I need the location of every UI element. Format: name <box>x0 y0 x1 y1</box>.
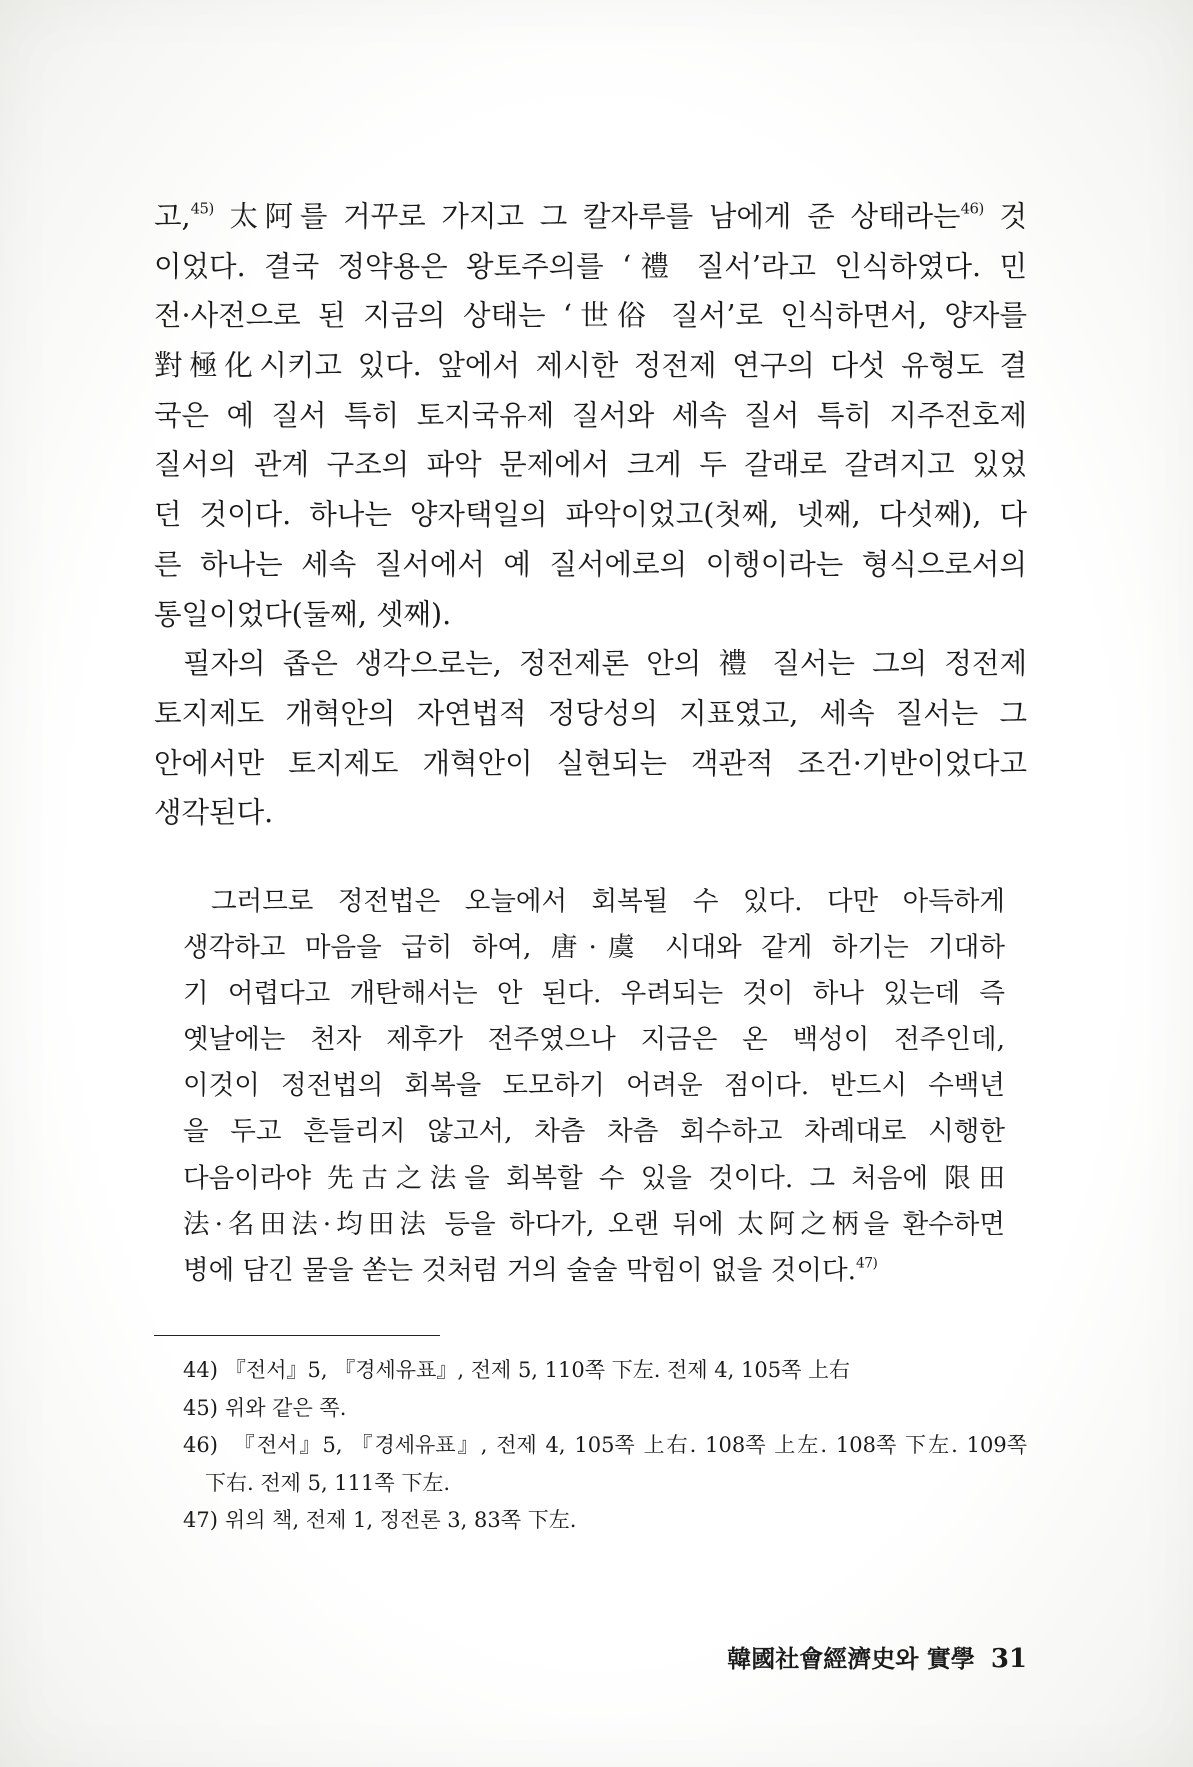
footnote-text: 위의 책, 전제 1, 정전론 3, 83쪽 下左. <box>224 1508 577 1532</box>
paragraph <box>154 192 1027 639</box>
text-line: 對極化시키고 있다. 앞에서 제시한 정전제 연구의 다섯 유형도 결 <box>154 349 1027 383</box>
footnote-number: 45) <box>183 1395 218 1420</box>
text-line: 전·사전으로 된 지금의 상태는 ‘世俗 질서’로 인식하면서, 양자를 <box>154 299 1027 333</box>
footnote <box>183 1352 1027 1390</box>
footnote-number: 46) <box>183 1433 218 1457</box>
text-segment: 고, <box>154 200 191 233</box>
paragraph <box>154 639 1027 838</box>
quotation-line: 을 두고 흔들리지 않고서, 차츰 차츰 회수하고 차례대로 시행한 <box>183 1116 1005 1148</box>
text-line: 생각된다. <box>154 796 274 830</box>
body-text <box>154 192 1027 838</box>
footnote-text: 『전서』5, 『경세유표』, 전제 4, 105쪽 上右. 108쪽 上左. 108쪽 下左. 109쪽 <box>233 1433 1027 1457</box>
footnote-marker: 45) <box>190 200 214 218</box>
footnote <box>183 1502 1027 1540</box>
text-line: 국은 예 질서 특히 토지국유제 질서와 세속 질서 특히 지주전호제 <box>154 398 1027 432</box>
footnote <box>183 1427 1027 1465</box>
quotation-line: 그러므로 정전법은 오늘에서 회복될 수 있다. 다만 아득하게 <box>211 886 1005 917</box>
text-line: 안에서만 토지제도 개혁안이 실현되는 객관적 조건·기반이었다고 <box>154 746 1027 780</box>
text-line: 통일이었다(둘째, 셋째). <box>154 597 452 631</box>
footnote-number: 44) <box>183 1358 218 1382</box>
footnote-divider <box>154 1335 440 1336</box>
text-line: 던 것이다. 하나는 양자택일의 파악이었고(첫째, 넷째, 다섯째), 다 <box>154 498 1027 532</box>
text-line: 토지제도 개혁안의 자연법적 정당성의 지표였고, 세속 질서는 그 <box>154 696 1027 730</box>
quotation-line: 이것이 정전법의 회복을 도모하기 어려운 점이다. 반드시 수백년 <box>183 1070 1005 1102</box>
running-title: 韓國社會經濟史와 實學 <box>727 1644 975 1673</box>
text-line: 필자의 좁은 생각으로는, 정전제론 안의 禮 질서는 그의 정전제 <box>183 647 1027 681</box>
text-line: 이었다. 결국 정약용은 왕토주의를 ‘禮 질서’라고 인식하였다. 민 <box>154 249 1027 283</box>
text-line: 질서의 관계 구조의 파악 문제에서 크게 두 갈래로 갈려지고 있었 <box>154 448 1027 482</box>
quotation-line: 다음이라야 先古之法을 회복할 수 있을 것이다. 그 처음에 限田 <box>183 1162 1005 1194</box>
running-footer <box>600 1641 1027 1677</box>
text-line: 른 하나는 세속 질서에서 예 질서에로의 이행이라는 형식으로서의 <box>154 547 1027 581</box>
footnotes <box>183 1352 1027 1540</box>
footnote-marker: 47) <box>856 1255 878 1272</box>
page-number: 31 <box>990 1644 1027 1674</box>
quotation-line: 기 어렵다고 개탄해서는 안 된다. 우려되는 것이 하나 있는데 즉 <box>183 978 1005 1010</box>
footnote-text: 『전서』5, 『경세유표』, 전제 5, 110쪽 下左. 전제 4, 105쪽 上右 <box>224 1358 851 1382</box>
footnote-number: 47) <box>183 1508 218 1532</box>
text-segment: 太阿를 거꾸로 가지고 그 칼자루를 남에게 준 상태라는 <box>229 200 961 233</box>
footnote <box>183 1390 1027 1428</box>
block-quotation <box>183 879 1005 1294</box>
text-segment: 것 <box>999 200 1027 233</box>
footnote-continuation: 下右. 전제 5, 111쪽 下左. <box>205 1470 451 1495</box>
footnote-marker: 46) <box>960 200 984 218</box>
footnote-text: 위와 같은 쪽. <box>224 1395 347 1420</box>
text-line <box>154 192 1027 242</box>
quotation-line: 옛날에는 천자 제후가 전주였으나 지금은 온 백성이 전주인데, <box>183 1024 1005 1056</box>
quotation-line: 法·名田法·均田法 등을 하다가, 오랜 뒤에 太阿之柄을 환수하면 <box>183 1208 1005 1240</box>
quotation-line <box>183 1248 1005 1294</box>
text-segment: 병에 담긴 물을 쏟는 것처럼 거의 술술 막힘이 없을 것이다. <box>183 1254 857 1286</box>
quotation-line: 생각하고 마음을 급히 하여, 唐·虞 시대와 같게 하기는 기대하 <box>183 932 1005 964</box>
